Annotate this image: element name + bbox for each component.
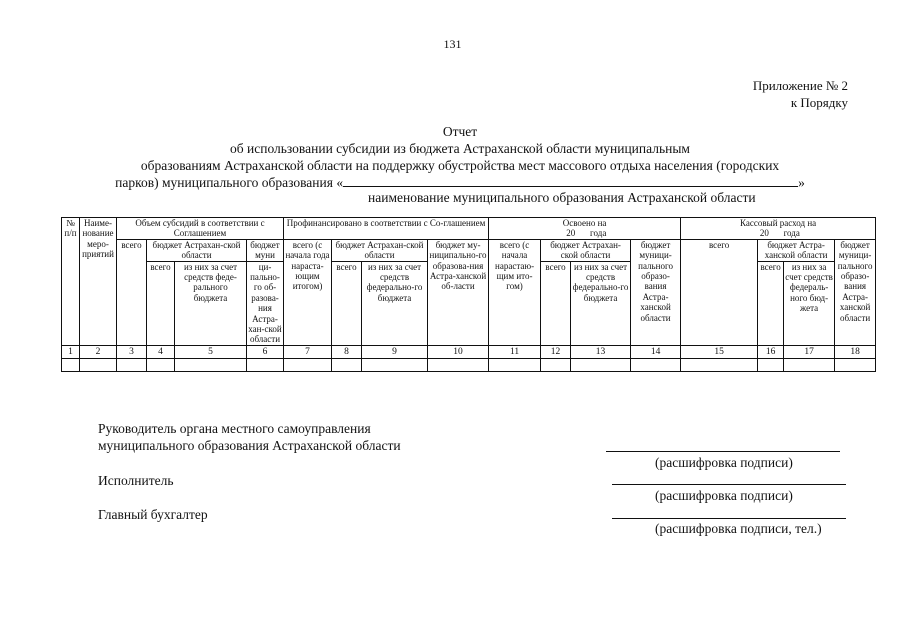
header-col6-top: бюджет муни — [247, 239, 284, 261]
header-col11: всего (с начала нарастаю-щим ито-гом) — [489, 239, 541, 345]
decode-caption-2: (расшифровка подписи) — [655, 488, 793, 503]
colnum: 5 — [175, 345, 247, 358]
header-num: № п/п — [62, 218, 80, 346]
table-cell[interactable] — [489, 358, 541, 371]
header-mastered-label: Освоено на — [562, 218, 607, 228]
header-col10: бюджет му-ниципально-го образова-ния Астра-ханской об-ласти — [428, 239, 489, 345]
municipality-caption: наименование муниципального образования Астраханской области — [368, 190, 756, 205]
column-numbers-row — [62, 345, 876, 358]
header-cash-label: Кассовый расход на — [740, 218, 817, 228]
table-cell[interactable] — [362, 358, 428, 371]
table-cell[interactable] — [247, 358, 284, 371]
head-signature-label — [98, 420, 401, 454]
head-signature-line[interactable] — [606, 451, 840, 452]
table-cell[interactable] — [571, 358, 631, 371]
colnum: 18 — [835, 345, 876, 358]
accountant-label: Главный бухгалтер — [98, 507, 208, 522]
header-financed: Профинансировано в соответствии с Со-глашением — [284, 218, 489, 240]
colnum: 15 — [681, 345, 758, 358]
header-col8-9: бюджет Астрахан-ской области — [332, 239, 428, 261]
table-cell[interactable] — [631, 358, 681, 371]
header-col8: всего — [332, 261, 362, 345]
header-volume: Объем субсидий в соответствии с Соглашением — [117, 218, 284, 240]
header-col15: всего — [681, 239, 758, 345]
colnum: 2 — [80, 345, 117, 358]
title-line-2: об использовании субсидии из бюджета Астраханской области муниципальным — [230, 141, 690, 156]
table-cell[interactable] — [175, 358, 247, 371]
table-cell[interactable] — [62, 358, 80, 371]
head-line-2: муниципального образования Астраханской области — [98, 438, 401, 453]
header-mastered-year: 20 года — [566, 228, 607, 239]
table-cell[interactable] — [428, 358, 489, 371]
colnum: 11 — [489, 345, 541, 358]
colnum: 8 — [332, 345, 362, 358]
colnum: 13 — [571, 345, 631, 358]
header-name: Наиме-нование меро-приятий — [80, 218, 117, 346]
header-col6: ци-пально-го об-разова-ния Астра-хан-ской области — [248, 261, 282, 345]
header-col12: всего — [541, 261, 571, 345]
colnum: 9 — [362, 345, 428, 358]
header-cash-year: 20 года — [759, 228, 800, 239]
decode-caption-3: (расшифровка подписи, тел.) — [655, 521, 822, 536]
colnum: 1 — [62, 345, 80, 358]
header-col3: всего — [117, 239, 147, 345]
colnum: 17 — [784, 345, 835, 358]
appendix-line-1: Приложение № 2 — [752, 78, 848, 93]
page-number: 131 — [443, 37, 462, 51]
decode-caption-1: (расшифровка подписи) — [655, 455, 793, 470]
table-cell[interactable] — [784, 358, 835, 371]
title-line-1: Отчет — [442, 124, 478, 139]
header-col14: бюджет муници-пального образо-вания Астра-ханской области — [631, 239, 681, 345]
header-row-2 — [62, 239, 876, 261]
header-col9: из них за счет средств федерально-го бюджета — [362, 261, 428, 345]
title-line-3: образованиям Астраханской области на поддержку обустройства мест массового отдыха населения (городских — [140, 158, 780, 173]
header-col13: из них за счет средств федерально-го бюджета — [571, 261, 631, 345]
appendix-line-2: к Порядку — [790, 95, 848, 110]
colnum: 7 — [284, 345, 332, 358]
title-line-4 — [80, 174, 840, 191]
report-table — [61, 217, 876, 372]
header-col16-17: бюджет Астра-ханской области — [758, 239, 835, 261]
title-line-4-suffix: » — [798, 175, 805, 190]
header-row-1 — [62, 218, 876, 240]
header-col16: всего — [758, 261, 784, 345]
header-col4: всего — [147, 261, 175, 345]
header-col12-13: бюджет Астрахан-ской области — [541, 239, 631, 261]
table-cell[interactable] — [80, 358, 117, 371]
colnum: 12 — [541, 345, 571, 358]
colnum: 6 — [247, 345, 284, 358]
header-cash — [681, 218, 876, 240]
accountant-signature-line[interactable] — [612, 518, 846, 519]
table-cell[interactable] — [835, 358, 876, 371]
report-title — [80, 123, 840, 191]
colnum: 14 — [631, 345, 681, 358]
colnum: 3 — [117, 345, 147, 358]
header-col7: всего (с начала года нараста-ющим итогом) — [284, 239, 332, 345]
header-col4-5: бюджет Астрахан-ской области — [147, 239, 247, 261]
municipality-name-field[interactable] — [343, 175, 798, 187]
executor-label: Исполнитель — [98, 473, 174, 488]
table-cell[interactable] — [758, 358, 784, 371]
header-col17: из них за счет средств федераль-ного бюд-жета — [784, 261, 835, 345]
title-line-4-prefix: парков) муниципального образования « — [115, 175, 344, 190]
table-cell[interactable] — [681, 358, 758, 371]
colnum: 16 — [758, 345, 784, 358]
executor-signature-line[interactable] — [612, 484, 846, 485]
header-mastered — [489, 218, 681, 240]
table-cell[interactable] — [332, 358, 362, 371]
table-cell[interactable] — [147, 358, 175, 371]
table-cell[interactable] — [284, 358, 332, 371]
table-cell[interactable] — [117, 358, 147, 371]
appendix-header — [753, 77, 848, 111]
colnum: 4 — [147, 345, 175, 358]
colnum: 10 — [428, 345, 489, 358]
table-row — [62, 358, 876, 371]
header-col5: из них за счет средств феде-рального бюджета — [175, 261, 247, 345]
head-line-1: Руководитель органа местного самоуправления — [98, 421, 371, 436]
table-cell[interactable] — [541, 358, 571, 371]
header-col18: бюджет муници-пального образо-вания Астра-ханской области — [835, 239, 876, 345]
